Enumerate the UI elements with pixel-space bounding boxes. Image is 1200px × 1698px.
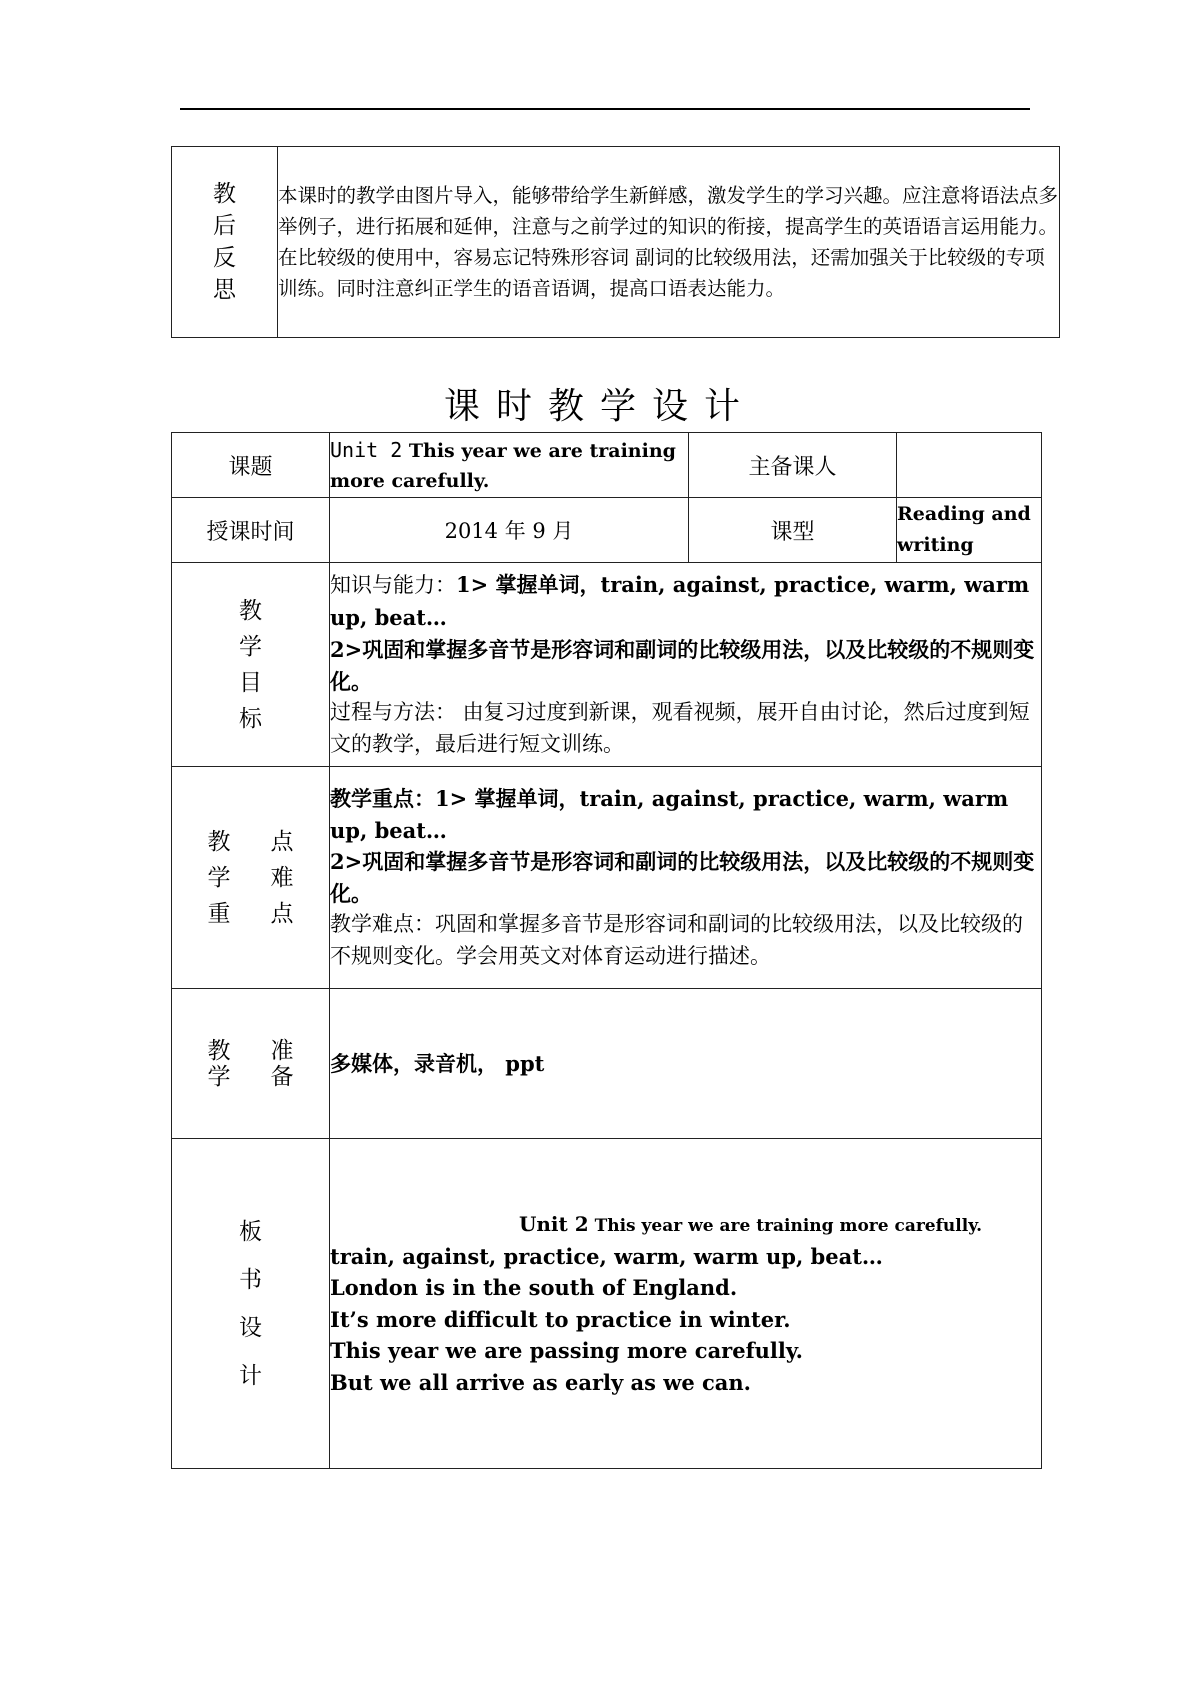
key-points-line3: 教学难点：巩固和掌握多音节是形容词和副词的比较级用法，以及比较级的不规则变化。学会用英文对体育运动进行描述。 <box>330 912 1023 968</box>
board-heading-unit: Unit 2 <box>518 1211 589 1236</box>
preparation-value: 多媒体，录音机， ppt <box>330 1050 545 1076</box>
reflection-table <box>171 146 1060 338</box>
board-label-char: 设 <box>239 1314 262 1341</box>
preparation-label <box>172 989 330 1139</box>
board-label-char: 书 <box>239 1266 262 1293</box>
type-label: 课型 <box>689 498 897 563</box>
time-label: 授课时间 <box>172 498 330 563</box>
objectives-label-char: 标 <box>239 705 262 732</box>
page-title: 课时教学设计 <box>443 386 756 427</box>
reflection-text: 本课时的教学由图片导入，能够带给学生新鲜感，激发学生的学习兴趣。应注意将语法点多举例子，进行拓展和延伸，注意与之前学过的知识的衔接，提高学生的英语语言运用能力。在比较级的使用中，容易忘记特殊形容词 副词的比较级用法，还需加强关于比较级的专项训练。同时注意纠正学生的语音语调，提高口语表达能力。 <box>278 147 1060 338</box>
reflection-label-char: 教 <box>213 181 236 207</box>
board-label-char: 板 <box>239 1218 262 1245</box>
objectives-label <box>172 563 330 767</box>
key-points-line1: 教学重点：1> 掌握单词，train, against, practice, warm, warm up, beat… <box>330 786 1009 843</box>
key-points-label-char: 教 <box>207 828 231 855</box>
objectives-label-char: 学 <box>239 633 262 660</box>
topic-value <box>330 433 689 498</box>
preparation-label-char: 准 <box>270 1037 294 1064</box>
info-table <box>171 432 1042 563</box>
reflection-label-char: 后 <box>213 213 236 239</box>
content-table <box>171 562 1042 1469</box>
teacher-label: 主备课人 <box>689 433 897 498</box>
objectives-label-char: 教 <box>239 597 262 624</box>
header-rule <box>180 108 1030 110</box>
key-points-text <box>330 767 1042 989</box>
objectives-line3: 过程与方法： 由复习过度到新课，观看视频，展开自由讨论，然后过度到短文的教学，最后进行短文训练。 <box>330 700 1030 756</box>
key-points-line2: 2>巩固和掌握多音节是形容词和副词的比较级用法，以及比较级的不规则变化。 <box>330 849 1035 906</box>
objectives-line1-text: 1> 掌握单词，train, against, practice, warm, warm up, beat… <box>330 572 1030 630</box>
objectives-label-char: 目 <box>239 669 262 696</box>
board-label <box>172 1139 330 1469</box>
preparation-label-char: 备 <box>270 1063 294 1090</box>
key-points-label-char: 点 <box>270 828 294 855</box>
preparation-label-char: 学 <box>207 1063 231 1090</box>
topic-rest: This year we are training more carefully. <box>330 439 676 492</box>
key-points-label <box>172 767 330 989</box>
board-label-char: 计 <box>239 1362 262 1389</box>
reflection-label-char: 反 <box>213 245 236 271</box>
topic-unit: Unit 2 <box>330 437 403 462</box>
key-points-label-char: 学 <box>207 864 231 891</box>
preparation-text <box>330 989 1042 1139</box>
teacher-value <box>897 433 1042 498</box>
board-line: train, against, practice, warm, warm up, beat… <box>330 1243 883 1269</box>
board-line: It’s more difficult to practice in winter. <box>330 1306 791 1332</box>
reflection-label <box>172 147 278 338</box>
topic-label: 课题 <box>172 433 330 498</box>
board-line: This year we are passing more carefully. <box>330 1338 803 1364</box>
board-line: London is in the south of England. <box>330 1275 738 1301</box>
key-points-label-char: 重 <box>207 900 231 927</box>
objectives-line2: 2>巩固和掌握多音节是形容词和副词的比较级用法，以及比较级的不规则变化。 <box>330 637 1035 694</box>
board-heading <box>330 1209 1041 1241</box>
board-heading-rest: This year we are training more carefully. <box>588 1215 983 1236</box>
type-value: Reading and writing <box>897 498 1042 563</box>
board-content <box>330 1139 1042 1469</box>
time-value: 2014 年 9 月 <box>330 498 689 563</box>
preparation-label-char: 教 <box>207 1037 231 1064</box>
key-points-label-char: 难 <box>270 864 294 891</box>
reflection-label-char: 思 <box>213 277 236 303</box>
objectives-text <box>330 563 1042 767</box>
key-points-label-char: 点 <box>270 900 294 927</box>
objectives-line1-prefix: 知识与能力： <box>330 573 456 597</box>
board-line: But we all arrive as early as we can. <box>330 1369 751 1395</box>
